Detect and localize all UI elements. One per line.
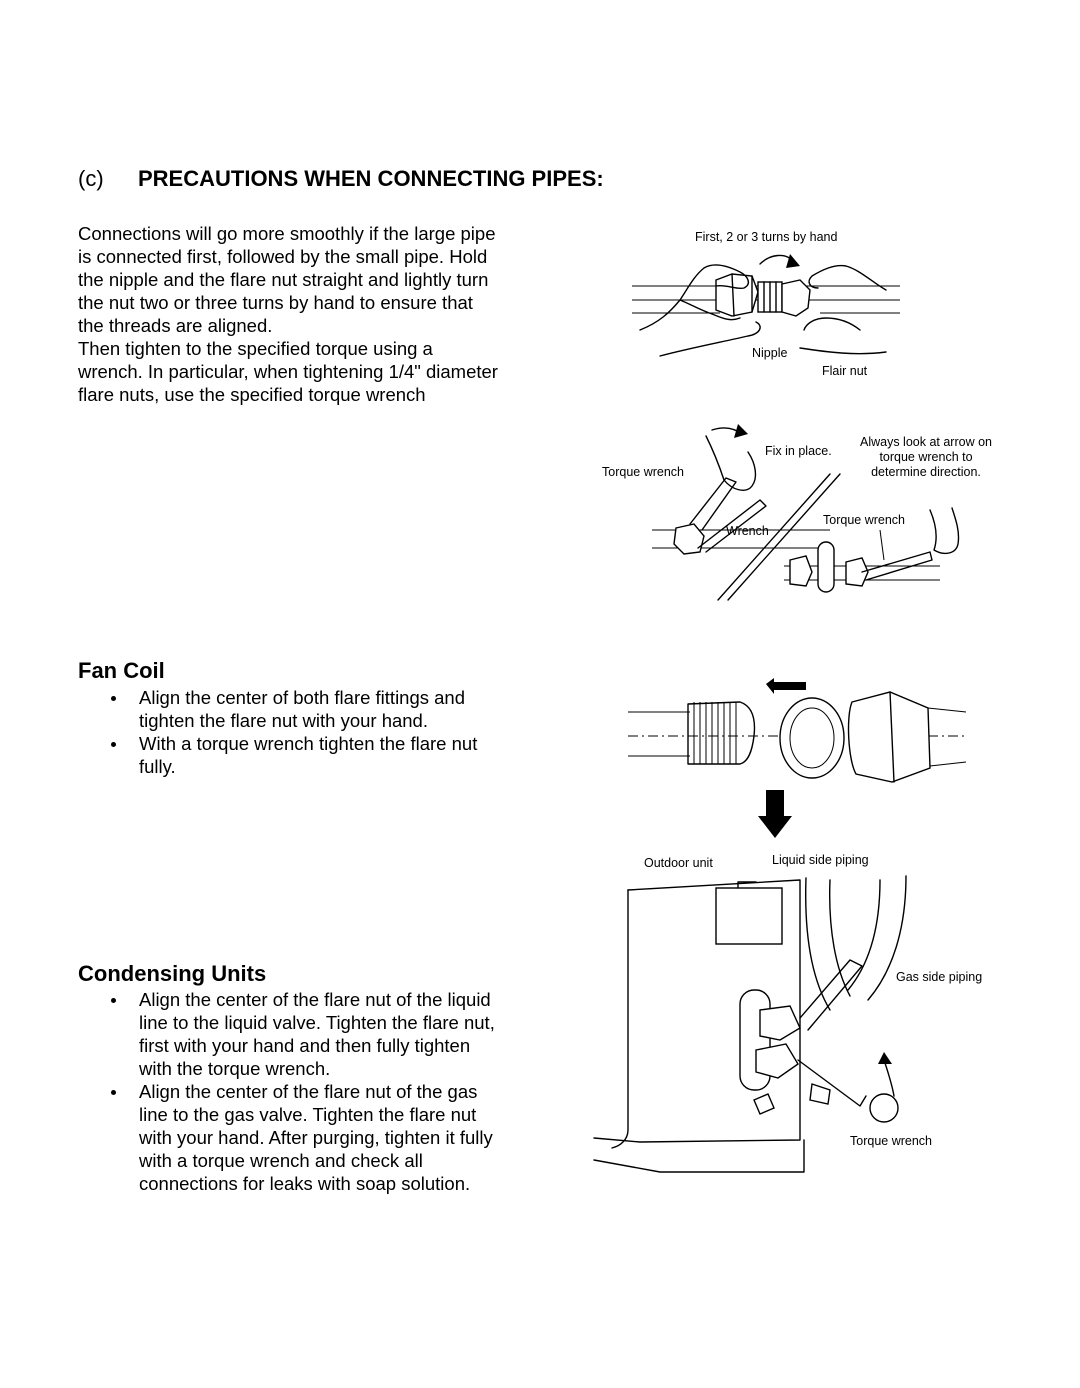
rotation-arrow-up-icon: [878, 1052, 892, 1064]
label-torque-wrench-bottom: Torque wrench: [850, 1134, 932, 1148]
label-arrow-note-line: determine direction.: [871, 465, 981, 479]
list-item: Align the center of the flare nut of the gas line to the gas valve. Tighten the flare nut with your hand. After purging, tighten it fully with a torque wrench and check all connections for leaks with soap solution.: [78, 1080, 498, 1195]
intro-paragraph: Connections will go more smoothly if the large pipe is connected first, followed by the small pipe. Hold the nipple and the flare nut straight and lightly turn the nut two or three turns by hand to ensure that the threads are aligned.: [78, 223, 496, 336]
label-wrench: Wrench: [726, 524, 769, 538]
fan-coil-heading: Fan Coil: [78, 658, 165, 683]
label-outdoor-unit: Outdoor unit: [644, 856, 713, 870]
flare-threads: [694, 702, 736, 764]
label-hand-turns: First, 2 or 3 turns by hand: [695, 230, 838, 244]
label-torque-wrench-left: Torque wrench: [602, 465, 684, 479]
list-item: Align the center of the flare nut of the liquid line to the liquid valve. Tighten the flare nut, first with your hand and then fully tighten with the torque wrench.: [78, 988, 498, 1080]
hand-tightening-figure: [632, 254, 900, 356]
label-torque-wrench-right: Torque wrench: [823, 513, 905, 527]
label-flair-nut: Flair nut: [822, 364, 868, 378]
direction-arrow-down-icon: [758, 790, 792, 838]
intro-paragraph: Then tighten to the specified torque using a wrench. In particular, when tightening 1/4" diameter flare nuts, use the specified torque wrench: [78, 338, 498, 405]
label-arrow-note-line: Always look at arrow on: [859, 435, 992, 449]
label-arrow-note-line: torque wrench to: [879, 450, 973, 464]
section-title: PRECAUTIONS WHEN CONNECTING PIPES:: [138, 166, 604, 191]
outdoor-unit-figure: [594, 876, 906, 1172]
list-item: Align the center of both flare fittings and tighten the flare nut with your hand.: [78, 686, 498, 732]
label-gas-side-piping: Gas side piping: [896, 970, 983, 984]
section-prefix: (c): [78, 166, 104, 191]
rotation-arrow-icon: [734, 424, 748, 438]
label-fix-in-place: Fix in place.: [765, 444, 832, 458]
label-liquid-side-piping: Liquid side piping: [772, 853, 869, 867]
label-arrow-note: [850, 435, 1002, 480]
direction-arrow-left-icon: [766, 678, 806, 694]
list-item: With a torque wrench tighten the flare nut fully.: [78, 732, 498, 778]
label-nipple: Nipple: [752, 346, 788, 360]
condensing-units-heading: Condensing Units: [78, 961, 267, 986]
rotation-arrow-icon: [786, 254, 800, 268]
flare-fitting-figure: [628, 678, 966, 838]
